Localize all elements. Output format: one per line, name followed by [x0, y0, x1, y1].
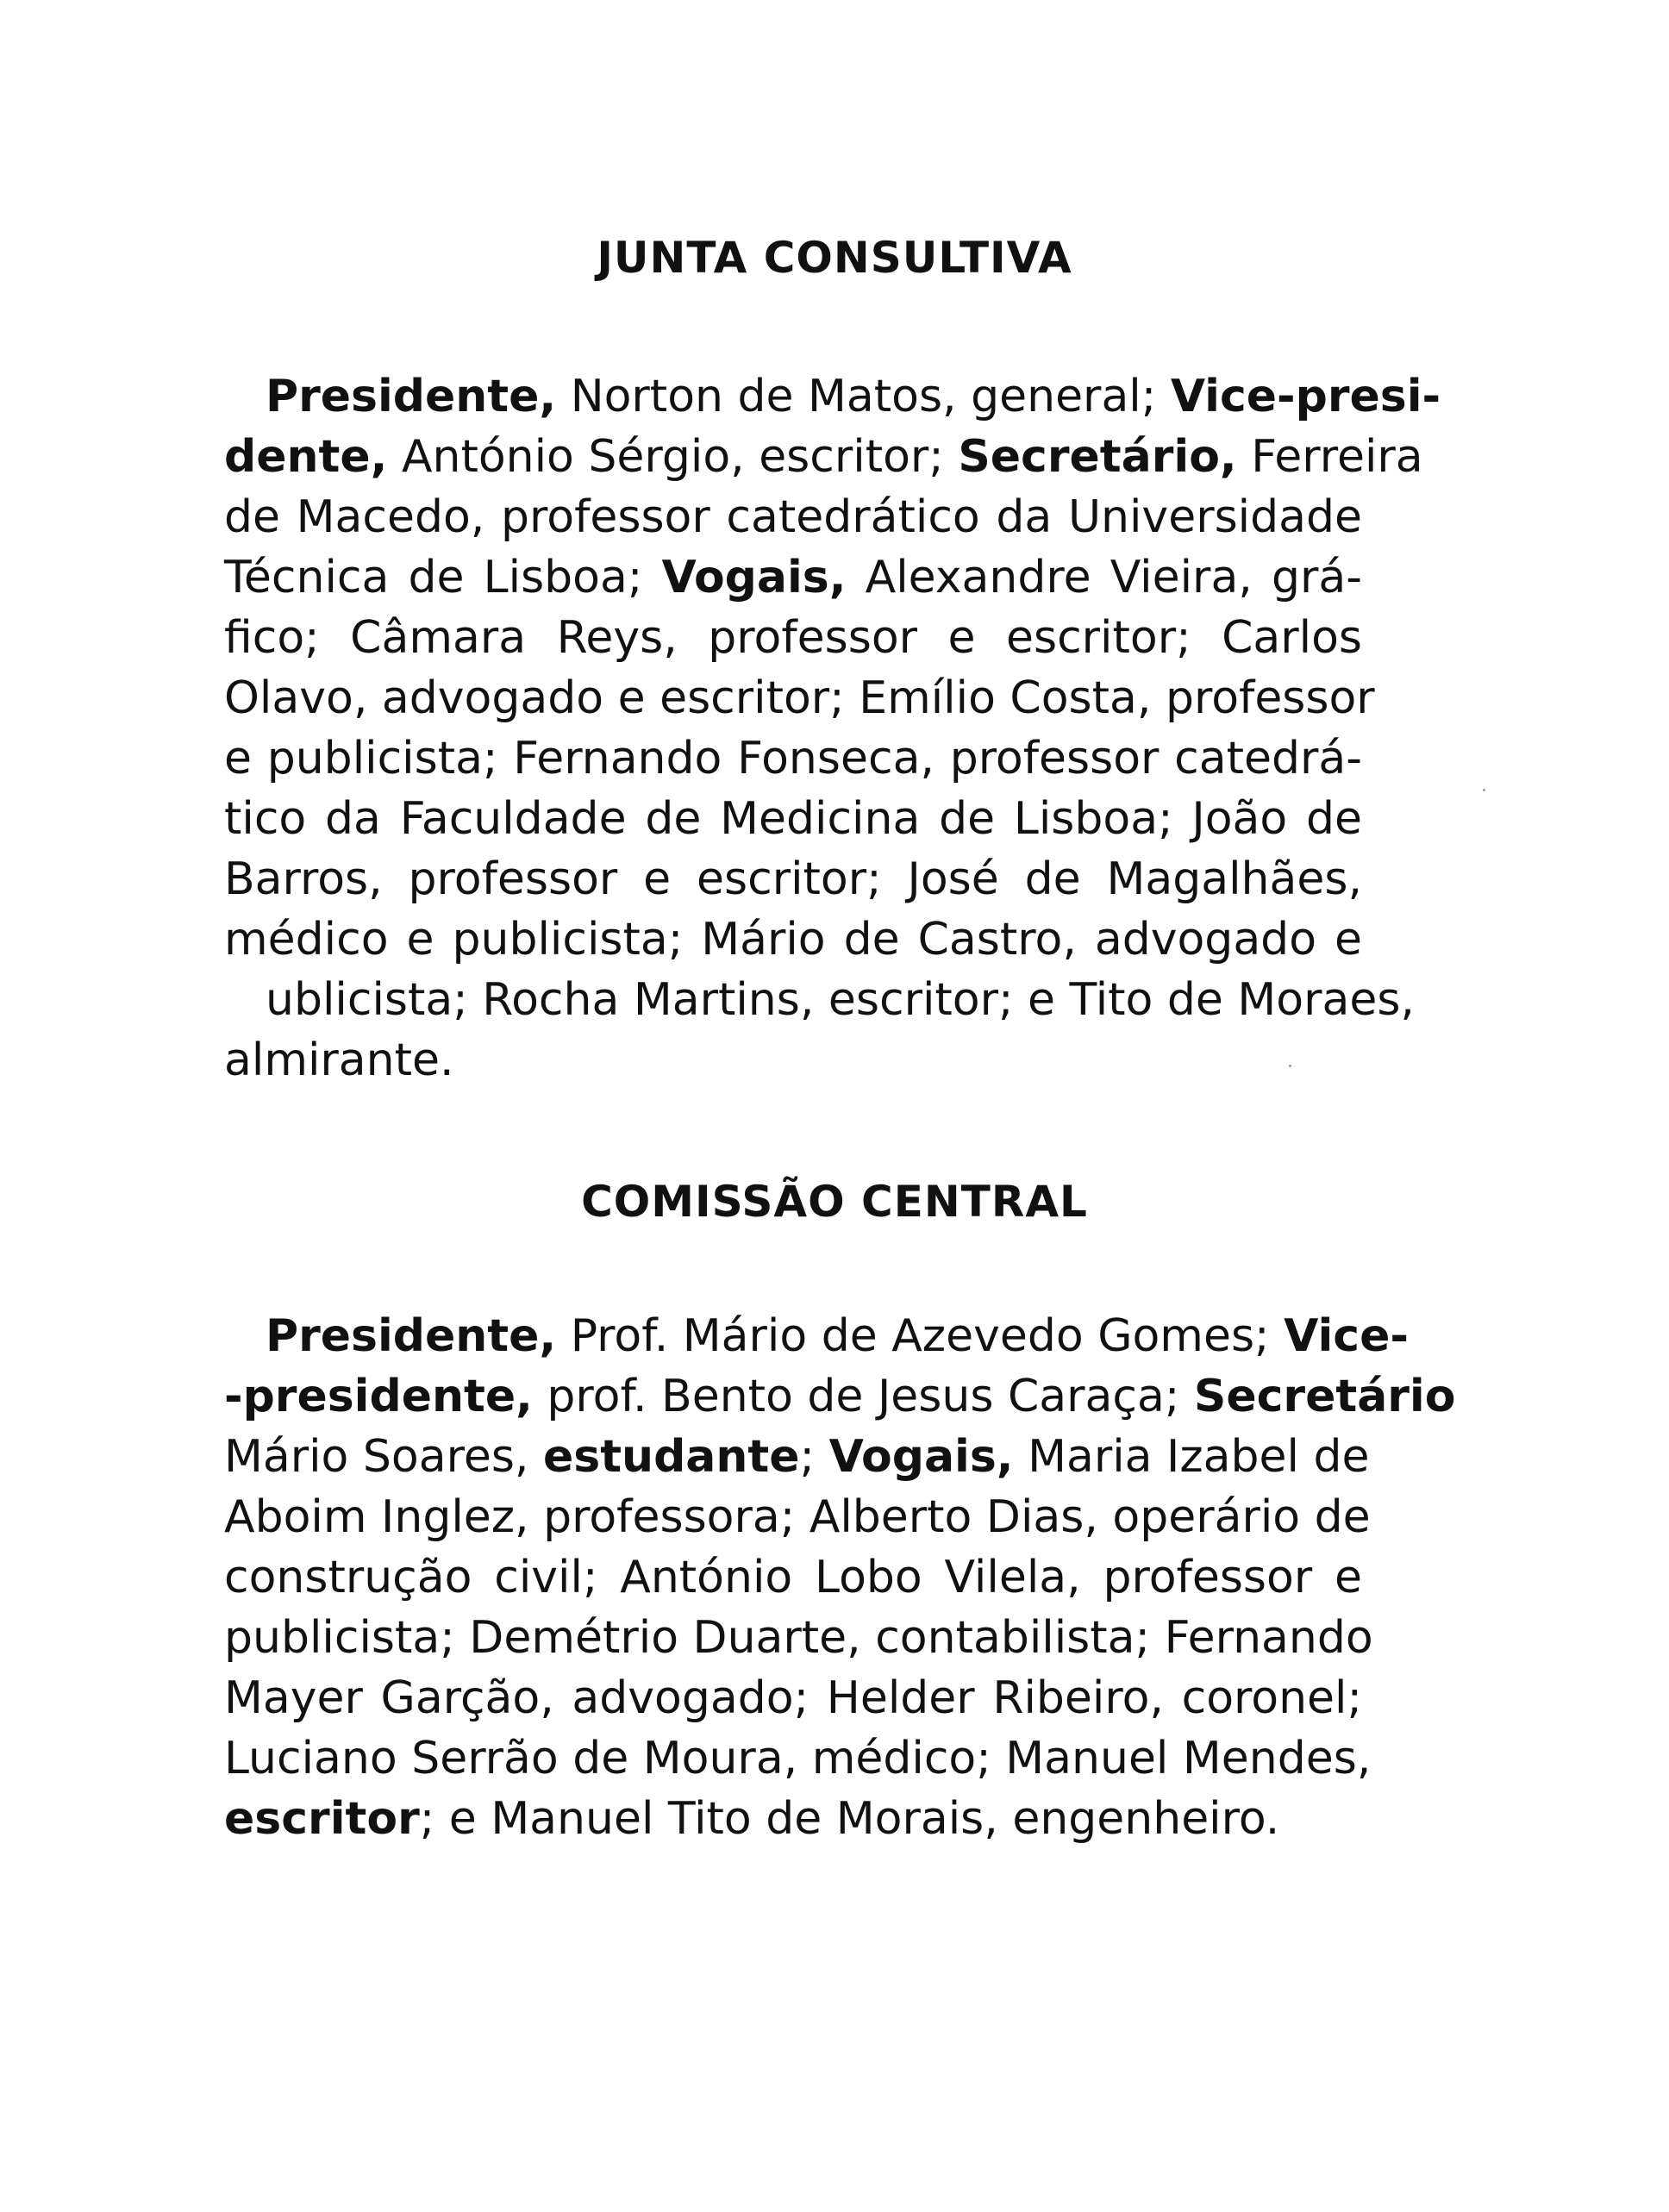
text-line [224, 487, 1362, 547]
text-run: ; [799, 1431, 829, 1483]
bold-label: escritor [224, 1793, 420, 1845]
text-line [224, 547, 1362, 608]
text-line [224, 1668, 1362, 1728]
text-run: publicista; Demétrio Duarte, contabilista; Fernando [224, 1612, 1373, 1664]
text-run: Olavo, advogado e escritor; Emílio Costa, professor [224, 672, 1375, 724]
text-line [224, 1487, 1371, 1547]
bold-label: Presidente, [266, 1310, 557, 1362]
scan-speck [1289, 1065, 1291, 1067]
text-line [224, 728, 1362, 789]
text-run: Mayer Garção, advogado; Helder Ribeiro, coronel; [224, 1672, 1362, 1724]
text-line [224, 789, 1362, 849]
text-line [224, 849, 1362, 909]
text-line [224, 1728, 1372, 1789]
bold-label: Vice- [1284, 1310, 1409, 1362]
text-line [224, 1366, 1456, 1427]
text-line [224, 1306, 1409, 1366]
text-run: Prof. Mário de Azevedo Gomes; [556, 1310, 1285, 1362]
text-run: tico da Faculdade de Medicina de Lisboa; João de [224, 793, 1362, 845]
text-run: Aboim Inglez, professora; Alberto Dias, operário de [224, 1491, 1371, 1543]
text-line [224, 1608, 1373, 1668]
paragraph-junta-consultiva [224, 366, 1441, 1090]
text-run: fico; Câmara Reys, professor e escritor; Carlos [224, 612, 1362, 664]
text-line [224, 1547, 1362, 1608]
text-run: de Macedo, professor catedrático da Universidade [224, 491, 1362, 543]
text-run: ; e Manuel Tito de Morais, engenheiro. [419, 1793, 1280, 1845]
text-run: Ferreira [1236, 431, 1423, 483]
text-line [224, 1427, 1370, 1487]
text-run: Mário Soares, [224, 1431, 543, 1483]
text-run: almirante. [224, 1034, 454, 1086]
heading-comissao-central: COMISSÃO CENTRAL [581, 1177, 1088, 1227]
text-run: Luciano Serrão de Moura, médico; Manuel Mendes, [224, 1733, 1372, 1784]
text-line [224, 909, 1362, 970]
text-run: Norton de Matos, general; [556, 371, 1171, 422]
bold-label: -presidente, [224, 1371, 533, 1422]
text-run: prof. Bento de Jesus Caraça; [532, 1371, 1194, 1422]
text-run: António Sérgio, escritor; [387, 431, 959, 483]
text-run: Técnica de Lisboa; [224, 552, 662, 603]
bold-label: Presidente, [266, 371, 557, 422]
text-run: Maria Izabel de [1013, 1431, 1370, 1483]
text-line [224, 668, 1375, 728]
text-run: ublicista; Rocha Martins, escritor; e Tito de Moraes, [266, 974, 1415, 1026]
bold-label: Secretário [1193, 1371, 1456, 1422]
text-run: Barros, professor e escritor; José de Magalhães, [224, 853, 1362, 905]
text-line [224, 427, 1423, 487]
bold-label: Secretário, [958, 431, 1237, 483]
text-run: e publicista; Fernando Fonseca, professor catedrá- [224, 733, 1362, 784]
bold-label: dente, [224, 431, 388, 483]
text-run: Alexandre Vieira, grá- [846, 552, 1362, 603]
bold-label: estudante [542, 1431, 800, 1483]
text-line [224, 1789, 1362, 1849]
bold-label: Vogais, [661, 552, 847, 603]
bold-label: Vice-presi- [1170, 371, 1441, 422]
text-line [224, 366, 1441, 427]
text-line [224, 608, 1362, 668]
bold-label: Vogais, [828, 1431, 1014, 1483]
text-run: médico e publicista; Mário de Castro, advogado e [224, 914, 1362, 965]
scan-speck [1483, 789, 1485, 791]
text-run: construção civil; António Lobo Vilela, professor e [224, 1552, 1362, 1603]
text-line [224, 970, 1415, 1030]
paragraph-comissao-central [224, 1306, 1456, 1849]
text-line [224, 1030, 1362, 1090]
heading-junta-consultiva: JUNTA CONSULTIVA [597, 233, 1072, 283]
